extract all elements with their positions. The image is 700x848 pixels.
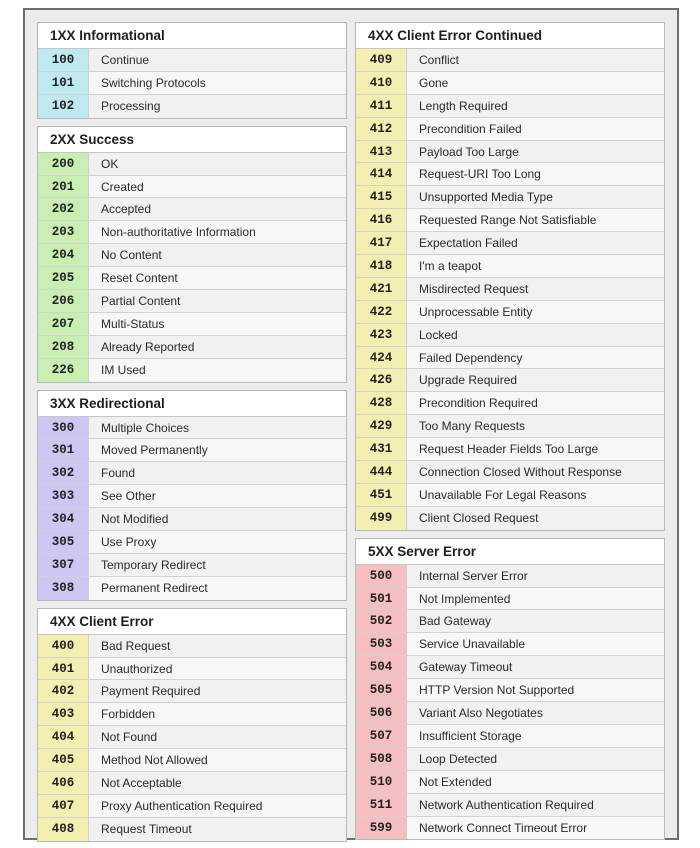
- status-row: [356, 232, 664, 255]
- status-description: Proxy Authentication Required: [89, 795, 346, 817]
- status-row: [356, 656, 664, 679]
- status-row: [356, 415, 664, 438]
- status-description: Too Many Requests: [407, 415, 664, 437]
- status-description: Failed Dependency: [407, 347, 664, 369]
- status-row: [356, 118, 664, 141]
- status-description: Precondition Required: [407, 392, 664, 414]
- status-code: 203: [38, 221, 89, 243]
- status-row: [356, 278, 664, 301]
- status-code: 510: [356, 771, 407, 793]
- status-row: [38, 818, 346, 841]
- status-row: [38, 749, 346, 772]
- status-row: [356, 438, 664, 461]
- status-code: 424: [356, 347, 407, 369]
- status-row: [356, 588, 664, 611]
- status-code: 413: [356, 141, 407, 163]
- status-row: [38, 244, 346, 267]
- status-description: Reset Content: [89, 267, 346, 289]
- status-description: Insufficient Storage: [407, 725, 664, 747]
- status-description: Bad Request: [89, 635, 346, 657]
- status-description: Already Reported: [89, 336, 346, 358]
- left-column: [37, 22, 347, 848]
- status-description: Network Authentication Required: [407, 794, 664, 816]
- status-row: [38, 267, 346, 290]
- status-code: 102: [38, 95, 89, 118]
- status-description: Unprocessable Entity: [407, 301, 664, 323]
- status-description: Variant Also Negotiates: [407, 702, 664, 724]
- status-code: 415: [356, 186, 407, 208]
- status-row: [356, 209, 664, 232]
- status-code: 500: [356, 565, 407, 587]
- status-row: [38, 221, 346, 244]
- status-row: [38, 198, 346, 221]
- status-description: Partial Content: [89, 290, 346, 312]
- status-code: 428: [356, 392, 407, 414]
- status-code: 423: [356, 324, 407, 346]
- status-code: 202: [38, 198, 89, 220]
- status-code: 501: [356, 588, 407, 610]
- status-code: 451: [356, 484, 407, 506]
- status-row: [356, 461, 664, 484]
- status-code: 405: [38, 749, 89, 771]
- status-code: 201: [38, 176, 89, 198]
- status-description: Switching Protocols: [89, 72, 346, 94]
- status-row: [356, 610, 664, 633]
- status-code: 410: [356, 72, 407, 94]
- status-code: 507: [356, 725, 407, 747]
- status-row: [356, 748, 664, 771]
- status-row: [38, 72, 346, 95]
- status-code: 505: [356, 679, 407, 701]
- status-row: [38, 658, 346, 681]
- status-description: Not Modified: [89, 508, 346, 530]
- status-description: Expectation Failed: [407, 232, 664, 254]
- status-description: Requested Range Not Satisfiable: [407, 209, 664, 231]
- status-row: [38, 95, 346, 118]
- status-row: [356, 255, 664, 278]
- status-description: Precondition Failed: [407, 118, 664, 140]
- status-row: [38, 772, 346, 795]
- status-code: 503: [356, 633, 407, 655]
- status-code: 508: [356, 748, 407, 770]
- status-code: 499: [356, 507, 407, 530]
- status-code: 400: [38, 635, 89, 657]
- status-description: Connection Closed Without Response: [407, 461, 664, 483]
- status-description: Temporary Redirect: [89, 554, 346, 576]
- status-description: I'm a teapot: [407, 255, 664, 277]
- section-title-3xx: 3XX Redirectional: [38, 391, 346, 417]
- status-row: [356, 163, 664, 186]
- status-code: 444: [356, 461, 407, 483]
- status-row: [356, 484, 664, 507]
- status-row: [356, 771, 664, 794]
- status-description: Not Acceptable: [89, 772, 346, 794]
- status-code: 404: [38, 726, 89, 748]
- section-title-4xx-continued: 4XX Client Error Continued: [356, 23, 664, 49]
- status-code: 408: [38, 818, 89, 841]
- status-code: 101: [38, 72, 89, 94]
- section-4xx-continued: [355, 22, 665, 531]
- status-row: [356, 565, 664, 588]
- status-row: [356, 679, 664, 702]
- status-description: Payment Required: [89, 680, 346, 702]
- status-row: [356, 324, 664, 347]
- status-row: [38, 508, 346, 531]
- status-code: 205: [38, 267, 89, 289]
- status-description: Gone: [407, 72, 664, 94]
- status-description: IM Used: [89, 359, 346, 382]
- status-description: Unauthorized: [89, 658, 346, 680]
- status-code: 100: [38, 49, 89, 71]
- status-description: Permanent Redirect: [89, 577, 346, 600]
- status-code: 406: [38, 772, 89, 794]
- status-description: Moved Permanently: [89, 439, 346, 461]
- status-code: 504: [356, 656, 407, 678]
- status-row: [38, 577, 346, 600]
- status-code: 429: [356, 415, 407, 437]
- status-description: Not Implemented: [407, 588, 664, 610]
- right-column: [355, 22, 665, 847]
- status-description: Non-authoritative Information: [89, 221, 346, 243]
- status-code: 506: [356, 702, 407, 724]
- status-description: Not Extended: [407, 771, 664, 793]
- status-code: 208: [38, 336, 89, 358]
- status-description: Service Unavailable: [407, 633, 664, 655]
- status-row: [38, 554, 346, 577]
- status-description: Request Timeout: [89, 818, 346, 841]
- section-title-2xx: 2XX Success: [38, 127, 346, 153]
- status-description: Continue: [89, 49, 346, 71]
- status-row: [38, 485, 346, 508]
- status-row: [38, 531, 346, 554]
- status-code: 308: [38, 577, 89, 600]
- status-code: 303: [38, 485, 89, 507]
- status-code: 301: [38, 439, 89, 461]
- section-4xx: [37, 608, 347, 842]
- status-row: [356, 72, 664, 95]
- status-description: Loop Detected: [407, 748, 664, 770]
- status-code: 403: [38, 703, 89, 725]
- status-code: 418: [356, 255, 407, 277]
- status-description: Request Header Fields Too Large: [407, 438, 664, 460]
- status-row: [356, 95, 664, 118]
- rows-1xx: [38, 49, 346, 118]
- status-row: [356, 507, 664, 530]
- status-description: OK: [89, 153, 346, 175]
- status-row: [356, 817, 664, 840]
- status-code: 409: [356, 49, 407, 71]
- status-code: 307: [38, 554, 89, 576]
- status-row: [38, 176, 346, 199]
- status-description: Gateway Timeout: [407, 656, 664, 678]
- section-2xx: [37, 126, 347, 383]
- status-code: 431: [356, 438, 407, 460]
- section-title-1xx: 1XX Informational: [38, 23, 346, 49]
- status-row: [356, 392, 664, 415]
- status-code: 412: [356, 118, 407, 140]
- status-row: [38, 635, 346, 658]
- status-description: Conflict: [407, 49, 664, 71]
- status-code: 302: [38, 462, 89, 484]
- status-code: 300: [38, 417, 89, 439]
- status-description: Length Required: [407, 95, 664, 117]
- status-row: [38, 290, 346, 313]
- status-row: [38, 439, 346, 462]
- status-row: [356, 49, 664, 72]
- section-1xx: [37, 22, 347, 119]
- section-5xx: [355, 538, 665, 841]
- status-code: 407: [38, 795, 89, 817]
- status-row: [38, 417, 346, 440]
- section-title-5xx: 5XX Server Error: [356, 539, 664, 565]
- status-code: 599: [356, 817, 407, 840]
- status-code: 422: [356, 301, 407, 323]
- status-code: 304: [38, 508, 89, 530]
- status-code: 414: [356, 163, 407, 185]
- status-description: See Other: [89, 485, 346, 507]
- status-row: [38, 680, 346, 703]
- status-description: No Content: [89, 244, 346, 266]
- rows-5xx: [356, 565, 664, 840]
- status-code: 417: [356, 232, 407, 254]
- status-row: [356, 141, 664, 164]
- status-code: 411: [356, 95, 407, 117]
- status-row: [38, 462, 346, 485]
- status-description: Internal Server Error: [407, 565, 664, 587]
- status-row: [356, 794, 664, 817]
- status-description: Not Found: [89, 726, 346, 748]
- status-code: 402: [38, 680, 89, 702]
- status-description: Accepted: [89, 198, 346, 220]
- status-row: [356, 702, 664, 725]
- status-row: [356, 369, 664, 392]
- status-row: [38, 153, 346, 176]
- status-row: [38, 49, 346, 72]
- status-row: [38, 359, 346, 382]
- status-code: 426: [356, 369, 407, 391]
- rows-4xx-continued: [356, 49, 664, 530]
- status-row: [38, 726, 346, 749]
- status-description: Use Proxy: [89, 531, 346, 553]
- status-code: 416: [356, 209, 407, 231]
- status-code: 401: [38, 658, 89, 680]
- status-row: [38, 336, 346, 359]
- status-description: Processing: [89, 95, 346, 118]
- status-description: Created: [89, 176, 346, 198]
- status-description: Payload Too Large: [407, 141, 664, 163]
- status-description: Network Connect Timeout Error: [407, 817, 664, 840]
- status-description: Unavailable For Legal Reasons: [407, 484, 664, 506]
- status-description: Misdirected Request: [407, 278, 664, 300]
- status-description: Client Closed Request: [407, 507, 664, 530]
- status-code: 204: [38, 244, 89, 266]
- rows-4xx: [38, 635, 346, 841]
- status-code-sheet: [23, 8, 679, 840]
- status-code: 207: [38, 313, 89, 335]
- status-row: [356, 186, 664, 209]
- status-description: Request-URI Too Long: [407, 163, 664, 185]
- status-description: Forbidden: [89, 703, 346, 725]
- status-description: Multiple Choices: [89, 417, 346, 439]
- status-row: [356, 725, 664, 748]
- section-3xx: [37, 390, 347, 601]
- status-row: [38, 703, 346, 726]
- status-row: [38, 313, 346, 336]
- status-description: Locked: [407, 324, 664, 346]
- status-row: [356, 633, 664, 656]
- rows-2xx: [38, 153, 346, 382]
- status-code: 502: [356, 610, 407, 632]
- section-title-4xx: 4XX Client Error: [38, 609, 346, 635]
- status-row: [356, 301, 664, 324]
- status-description: Method Not Allowed: [89, 749, 346, 771]
- status-description: Upgrade Required: [407, 369, 664, 391]
- status-row: [38, 795, 346, 818]
- status-description: Unsupported Media Type: [407, 186, 664, 208]
- status-code: 200: [38, 153, 89, 175]
- status-code: 226: [38, 359, 89, 382]
- status-code: 511: [356, 794, 407, 816]
- status-code: 305: [38, 531, 89, 553]
- status-row: [356, 347, 664, 370]
- status-code: 206: [38, 290, 89, 312]
- status-description: Bad Gateway: [407, 610, 664, 632]
- status-description: Multi-Status: [89, 313, 346, 335]
- status-description: HTTP Version Not Supported: [407, 679, 664, 701]
- rows-3xx: [38, 417, 346, 600]
- status-description: Found: [89, 462, 346, 484]
- status-code: 421: [356, 278, 407, 300]
